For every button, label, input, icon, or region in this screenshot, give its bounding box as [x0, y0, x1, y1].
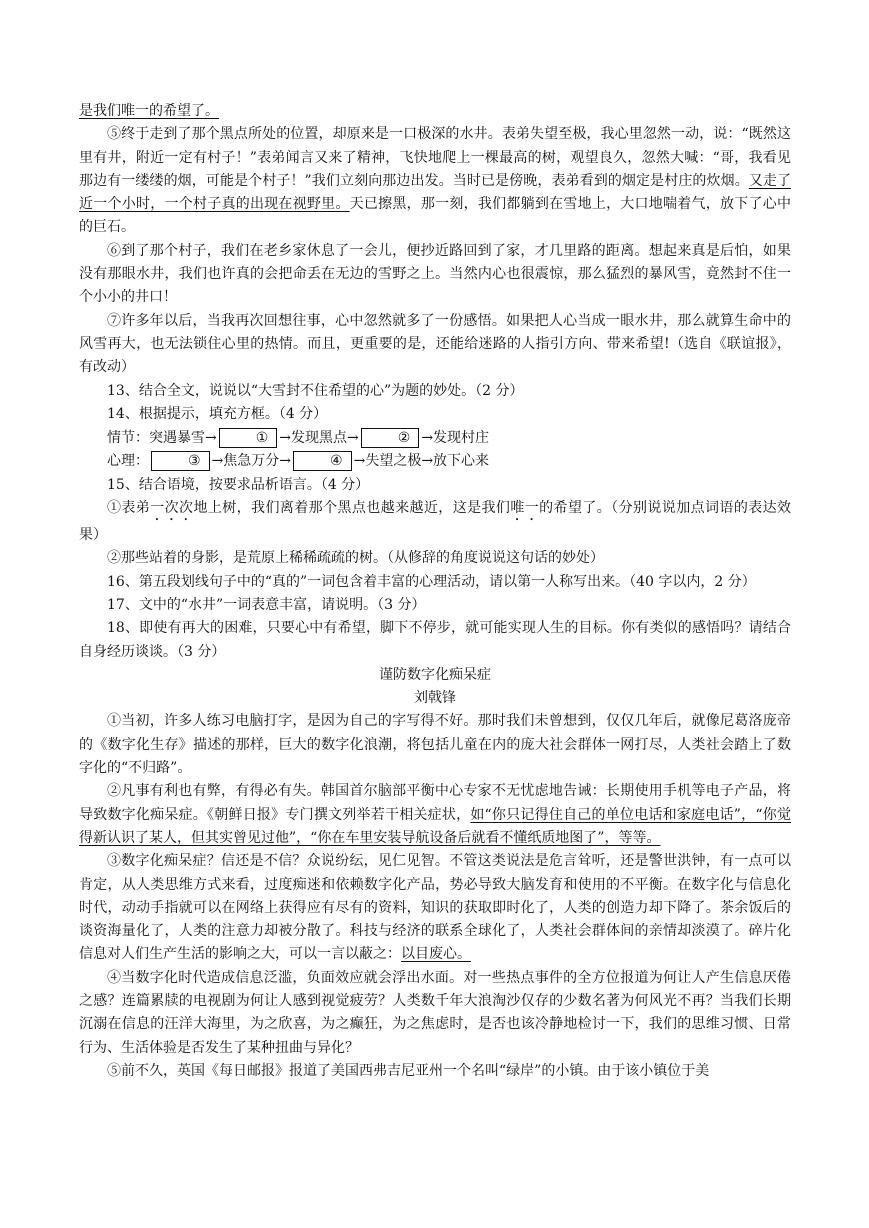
answer-box-4: ④ [293, 451, 352, 471]
question-14: 14、根据提示，填充方框。（4 分） [107, 405, 328, 422]
paragraph-7: ⑦许多年以后，当我再次回想往事，心中忽然就多了一份感悟。如果把人心当成一眼水井，那么就算生命中的风雪再大，也无法锁住心里的热情。而且，更重要的是，还能给迷路的人指引方向、带来希望!（选自《联谊报》，有改动） [79, 312, 791, 376]
paragraph-6: ⑥到了那个村子，我们在老乡家休息了一会儿，便抄近路回到了家，才几里路的距离。想起来真是后怕，如果没有那眼水井，我们也许真的会把命丢在无边的雪野之上。当然内心也很震惊，那么猛烈的暴风雪，竟然封不住一个小小的井口！ [79, 242, 791, 306]
article-paragraph-2: ②凡事有利也有弊，有得必有失。韩国首尔脑部平衡中心专家不无忧虑地告诫：长期使用手机等电子产品，将导致数字化痴呆症。《朝鲜日报》专门撰文列举若干相关症状，如“你只记得住自己的单位电话和家庭电话”，“你觉得新认识了某人，但其实曾见过他”，“你在车里安装导航设备后就看不懂纸质地图了”，等等。 [79, 783, 791, 846]
answer-box-2: ② [361, 428, 420, 448]
dotted-word-2: 唯一 [510, 500, 540, 517]
paragraph-5: ⑤终于走到了那个黑点所处的位置，却原来是一口极深的水井。表弟失望至极，我心里忽然一动，说：“既然这里有井，附近一定有村子！”表弟闻言又来了精神，飞快地爬上一棵最高的树，观望良久，忽然大喊：“哥，我看见那边有一缕缕的烟，可能是个村子！”我们立刻向那边出发。当时已是傍晚，表弟看到的烟定是村庄的炊烟。又走了近一个小时，一个村子真的出现在视野里。天已擦黑，那一刻，我们都躺到在雪地上，大口地喘着气，放下了心中的巨石。 [79, 126, 792, 236]
article-author: 刘戟锋 [414, 690, 456, 707]
article-paragraph-3: ③数字化痴呆症？信还是不信？众说纷纭，见仁见智。不管这类说法是危言耸听，还是警世洪钟，有一点可以肯定，从人类思维方式来看，过度痴迷和依赖数字化产品，势必导致大脑发育和使用的不平衡。在数字化与信息化时代，动动手指就可以在网络上获得应有尽有的资料，知识的获取即时化了，人类的创造力却下降了。茶余饭后的谈资海量化了，人类的注意力却被分散了。科技与经济的联系全球化了，人类社会群体间的亲情却淡漠了。碎片化信息对人们生产生活的影响之大，可以一言以蔽之：以目废心。 [79, 853, 791, 963]
document-page [79, 100, 791, 1083]
underlined-phrase: 以目废心。 [401, 946, 471, 963]
question-15-1: ①表弟一次次地上树，我们离着那个黑点也越来越近，这是我们唯一的希望了。（分别说说加点词语的表达效果） [79, 500, 792, 544]
question-16: 16、第五段划线句子中的“真的”一词包含着丰富的心理活动，请以第一人称写出来。（40 字以内，2 分） [107, 573, 756, 590]
article-paragraph-5: ⑤前不久，英国《每日邮报》报道了美国西弗吉尼亚州一个名叫“绿岸”的小镇。由于该小镇位于美 [107, 1062, 710, 1079]
question-17: 17、文中的“水井”一词表意丰富，请说明。（3 分） [107, 596, 426, 613]
answer-box-3: ③ [151, 451, 210, 471]
underlined-sentence: 又走了近一个小时，一个村子真的出现在视野里。 [79, 172, 792, 213]
answer-box-1: ① [219, 428, 278, 448]
question-15: 15、结合语境，按要求品析语言。（4 分） [107, 476, 370, 493]
question-15-2: ②那些站着的身影，是荒原上稀稀疏疏的树。（从修辞的角度说说这句话的妙处） [107, 550, 604, 567]
underlined-examples: 如“你只记得住自己的单位电话和家庭电话”，“你觉得新认识了某人，但其实曾见过他”，“你在车里安装导航设备后就看不懂纸质地图了”，等等。 [79, 806, 791, 846]
question-13: 13、结合全文，说说以“大雪封不住希望的心”为题的妙处。（2 分） [107, 382, 524, 399]
question-18: 18、即使有再大的困难，只要心中有希望，脚下不停步，就可能实现人生的目标。你有类似的感悟吗？请结合自身经历谈谈。（3 分） [79, 620, 791, 660]
article-paragraph-1: ①当初，许多人练习电脑打字，是因为自己的字写得不好。那时我们未曾想到，仅仅几年后，就像尼葛洛庞帝的《数字化生存》描述的那样，巨大的数字化浪潮，将包括儿童在内的庞大社会群体一网打尽，人类社会踏上了数字化的“不归路”。 [79, 713, 791, 777]
dotted-word-1: 一次次 [150, 500, 194, 517]
plot-chain: 情节：突遇暴雪→ ① →发现黑点→ ② →发现村庄 [107, 430, 490, 447]
article-paragraph-4: ④当数字化时代造成信息泛滥，负面效应就会浮出水面。对一些热点事件的全方位报道为何让人产生信息厌倦之感？连篇累牍的电视剧为何让人感到视觉疲劳？人类数千年大浪淘沙仅存的少数名著为何风光不再？当我们长期沉溺在信息的汪洋大海里，为之欣喜，为之癫狂，为之焦虑时，是否也该冷静地检讨一下，我们的思维习惯、日常行为、生活体验是否发生了某种扭曲与异化？ [79, 969, 791, 1056]
continuation-line: 是我们唯一的希望了。 [79, 103, 219, 119]
article-title: 谨防数字化痴呆症 [379, 666, 491, 683]
mind-chain: 心理： ③ →焦急万分→ ④ →失望之极→放下心来 [107, 453, 490, 470]
